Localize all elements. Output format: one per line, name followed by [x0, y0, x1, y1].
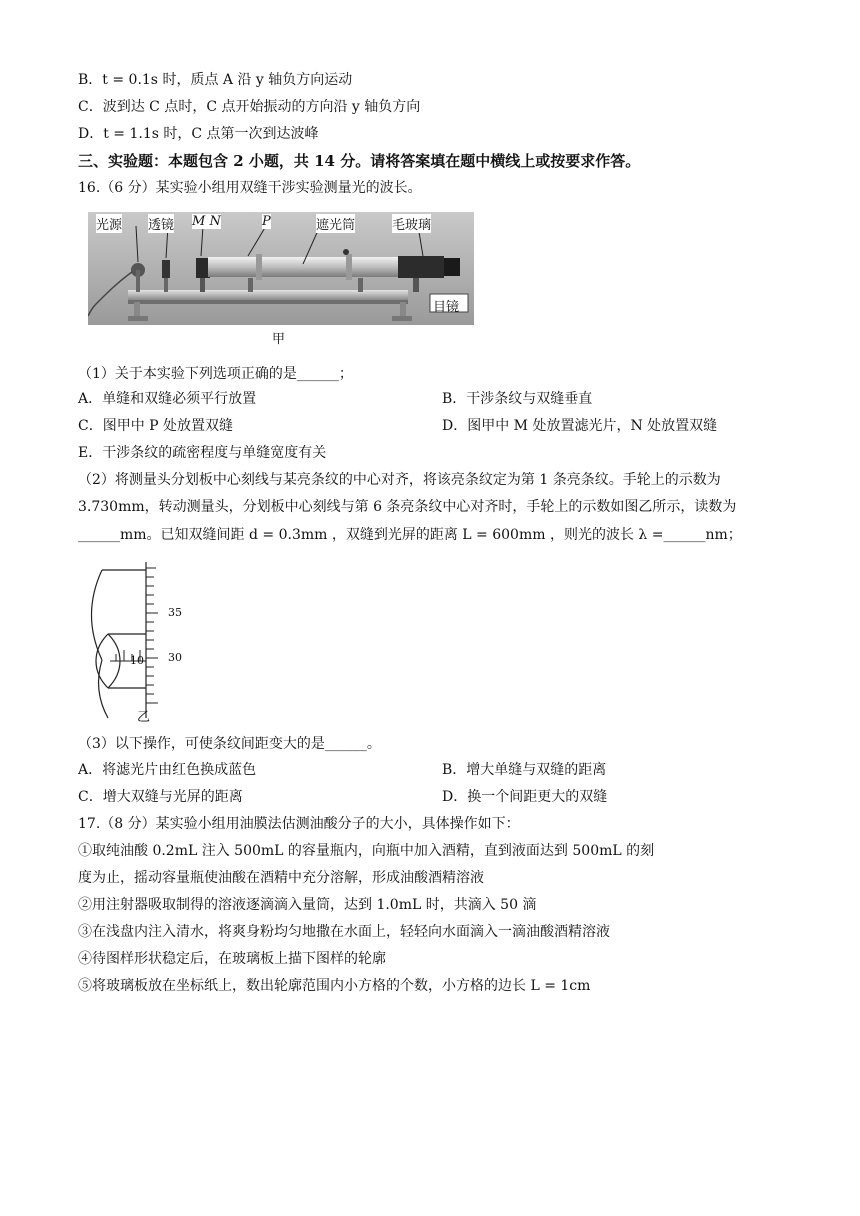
label-lens: 透镜 — [148, 214, 174, 233]
q17-step2: ②用注射器吸取制得的溶液逐滴滴入量筒，达到 1.0mL 时，共滴入 50 滴 — [78, 897, 537, 913]
q16-part1-option-b: B．干涉条纹与双缝垂直 — [442, 391, 593, 407]
q16-stem: 16.（6 分）某实验小组用双缝干涉实验测量光的波长。 — [78, 180, 422, 196]
tick-30: 30 — [168, 651, 182, 664]
q17-step4: ④待图样形状稳定后，在玻璃板上描下图样的轮廓 — [78, 951, 386, 967]
label-ground-glass: 毛玻璃 — [392, 214, 431, 233]
q16-part1-question: （1）关于本实验下列选项正确的是______； — [78, 366, 353, 382]
label-p: P — [262, 214, 271, 229]
option-c-prev: C．波到达 C 点时，C 点开始振动的方向沿 y 轴负方向 — [78, 99, 421, 115]
q17-step1-line1: ①取纯油酸 0.2mL 注入 500mL 的容量瓶内，向瓶中加入酒精，直到液面达到 500mL 的刻 — [78, 843, 655, 859]
micrometer-figure — [88, 560, 188, 720]
label-shade-tube: 遮光筒 — [316, 214, 355, 233]
option-d-prev: D．t = 1.1s 时，C 点第一次到达波峰 — [78, 126, 319, 142]
tick-10: 10 — [130, 654, 144, 667]
label-eyepiece: 目镜 — [433, 300, 460, 315]
q17-step3: ③在浅盘内注入清水，将爽身粉均匀地撒在水面上，轻轻向水面滴入一滴油酸酒精溶液 — [78, 924, 610, 940]
q16-part3-option-b: B．增大单缝与双缝的距离 — [442, 762, 607, 778]
q16-part2-line1: （2）将测量头分划板中心刻线与某亮条纹的中心对齐，将该亮条纹定为第 1 条亮条纹。手轮上的示数为 — [78, 472, 721, 488]
q16-part3-option-d: D．换一个间距更大的双缝 — [442, 789, 608, 805]
q16-part1-option-d: D．图甲中 M 处放置滤光片，N 处放置双缝 — [442, 418, 718, 434]
micrometer-drawing — [88, 560, 188, 720]
q16-part3-option-c: C．增大双缝与光屏的距离 — [78, 789, 243, 805]
figure-caption-jia: 甲 — [272, 332, 286, 347]
option-b-prev: B．t = 0.1s 时，质点 A 沿 y 轴负方向运动 — [78, 72, 353, 88]
q16-part3-question: （3）以下操作，可使条纹间距变大的是______。 — [78, 736, 381, 752]
apparatus-figure — [88, 212, 474, 325]
q16-part3-option-a: A．将滤光片由红色换成蓝色 — [78, 762, 257, 778]
q17-stem: 17.（8 分）某实验小组用油膜法估测油酸分子的大小，具体操作如下： — [78, 816, 520, 832]
section-title: 三、实验题：本题包含 2 小题，共 14 分。请将答案填在题中横线上或按要求作答。 — [78, 152, 641, 170]
tick-35: 35 — [168, 606, 182, 619]
q16-part1-option-c: C．图甲中 P 处放置双缝 — [78, 418, 234, 434]
q17-step1-line2: 度为止，摇动容量瓶使油酸在酒精中充分溶解，形成油酸酒精溶液 — [78, 870, 484, 886]
q16-part1-option-a: A．单缝和双缝必须平行放置 — [78, 391, 257, 407]
label-m-n: M N — [192, 214, 221, 229]
q16-part1-option-e: E．干涉条纹的疏密程度与单缝宽度有关 — [78, 445, 327, 461]
figure-caption-yi: 乙 — [137, 710, 151, 725]
q16-part2-line2: 3.730mm，转动测量头，分划板中心刻线与第 6 条亮条纹中心对齐时，手轮上的示数如图乙所示，读数为 — [78, 499, 737, 515]
label-light-source: 光源 — [96, 214, 122, 233]
q16-part2-line3: ______mm。已知双缝间距 d = 0.3mm ，双缝到光屏的距离 L = 600mm ，则光的波长 λ =______nm； — [78, 527, 742, 543]
q17-step5: ⑤将玻璃板放在坐标纸上，数出轮廓范围内小方格的个数，小方格的边长 L = 1cm — [78, 978, 591, 994]
